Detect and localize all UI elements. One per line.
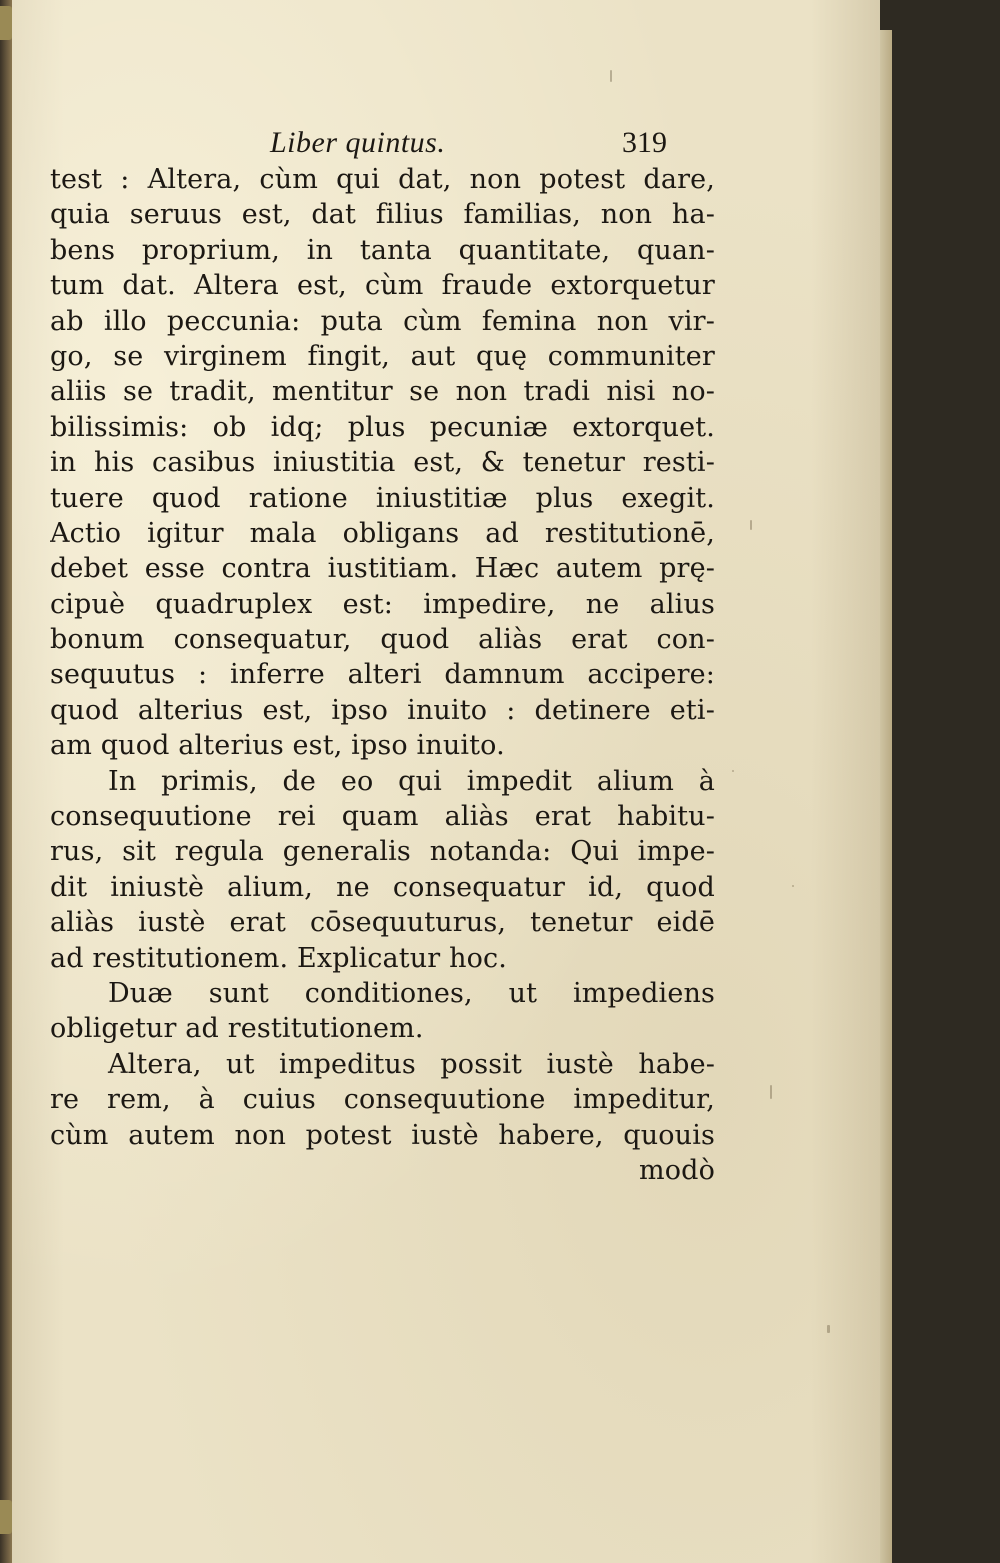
- text-line: consequutione rei quam aliàs erat habitu-: [50, 801, 715, 833]
- text-line: Altera, ut impeditus possit iustè habe-: [108, 1048, 715, 1080]
- binding-clasp: [0, 1500, 12, 1534]
- paper-mark: [792, 885, 794, 887]
- body-text: [50, 162, 715, 1188]
- text-line: aliis se tradit, mentitur se non tradi nisi no-: [50, 376, 715, 408]
- text-line: test : Altera, cùm qui dat, non potest dare,: [50, 164, 715, 195]
- running-title: Liber quintus.: [270, 126, 446, 159]
- text-line: cùm autem non potest iustè habere, quouis: [50, 1119, 715, 1151]
- book-page: [12, 0, 880, 1563]
- text-line: ad restitutionem. Explicatur hoc.: [50, 942, 508, 974]
- text-line: Actio igitur mala obligans ad restitutionē,: [50, 517, 715, 549]
- text-line: tum dat. Altera est, cùm fraude extorquetur: [50, 270, 715, 302]
- page-fore-edge: [880, 30, 892, 1563]
- text-line: debet esse contra iustitiam. Hæc autem prę-: [50, 553, 715, 585]
- paper-mark: [610, 70, 612, 82]
- page-number: 319: [622, 126, 667, 159]
- paper-mark: [732, 770, 734, 772]
- text-line: quia seruus est, dat filius familias, non ha-: [50, 199, 715, 231]
- text-line: In primis, de eo qui impedit alium à: [108, 765, 715, 797]
- text-line: bilissimis: ob idq; plus pecuniæ extorquet.: [50, 411, 715, 443]
- text-line: re rem, à cuius consequutione impeditur,: [50, 1084, 715, 1116]
- text-line: dit iniustè alium, ne consequatur id, quod: [50, 871, 715, 903]
- text-line: am quod alterius est, ipso inuito.: [50, 730, 505, 762]
- text-line: in his casibus iniustitia est, & tenetur resti-: [50, 447, 715, 479]
- text-line: obligetur ad restitutionem.: [50, 1013, 424, 1045]
- text-line: rus, sit regula generalis notanda: Qui impe-: [50, 836, 715, 868]
- paper-mark: [827, 1325, 830, 1333]
- text-line: tuere quod ratione iniustitiæ plus exegit.: [50, 482, 715, 514]
- text-line: sequutus : inferre alteri damnum accipere:: [50, 659, 715, 691]
- binding-clasp: [0, 6, 12, 40]
- page-header: [12, 126, 880, 166]
- text-line: quod alterius est, ipso inuito : detinere eti-: [50, 694, 715, 726]
- text-line: go, se virginem fingit, aut quę communiter: [50, 340, 715, 372]
- text-line: bonum consequatur, quod aliàs erat con-: [50, 624, 715, 656]
- text-line: ab illo peccunia: puta cùm femina non vir-: [50, 305, 715, 337]
- book-binding-edge: [0, 0, 12, 1563]
- text-line: bens proprium, in tanta quantitate, quan-: [50, 234, 715, 266]
- catchword: modò: [639, 1154, 715, 1186]
- text-line: aliàs iustè erat cōsequuturus, tenetur eidē: [50, 907, 715, 939]
- paper-mark: [750, 520, 752, 530]
- paper-mark: [770, 1085, 772, 1099]
- text-line: Duæ sunt conditiones, ut impediens: [108, 977, 715, 1009]
- text-line: cipuè quadruplex est: impedire, ne alius: [50, 588, 715, 620]
